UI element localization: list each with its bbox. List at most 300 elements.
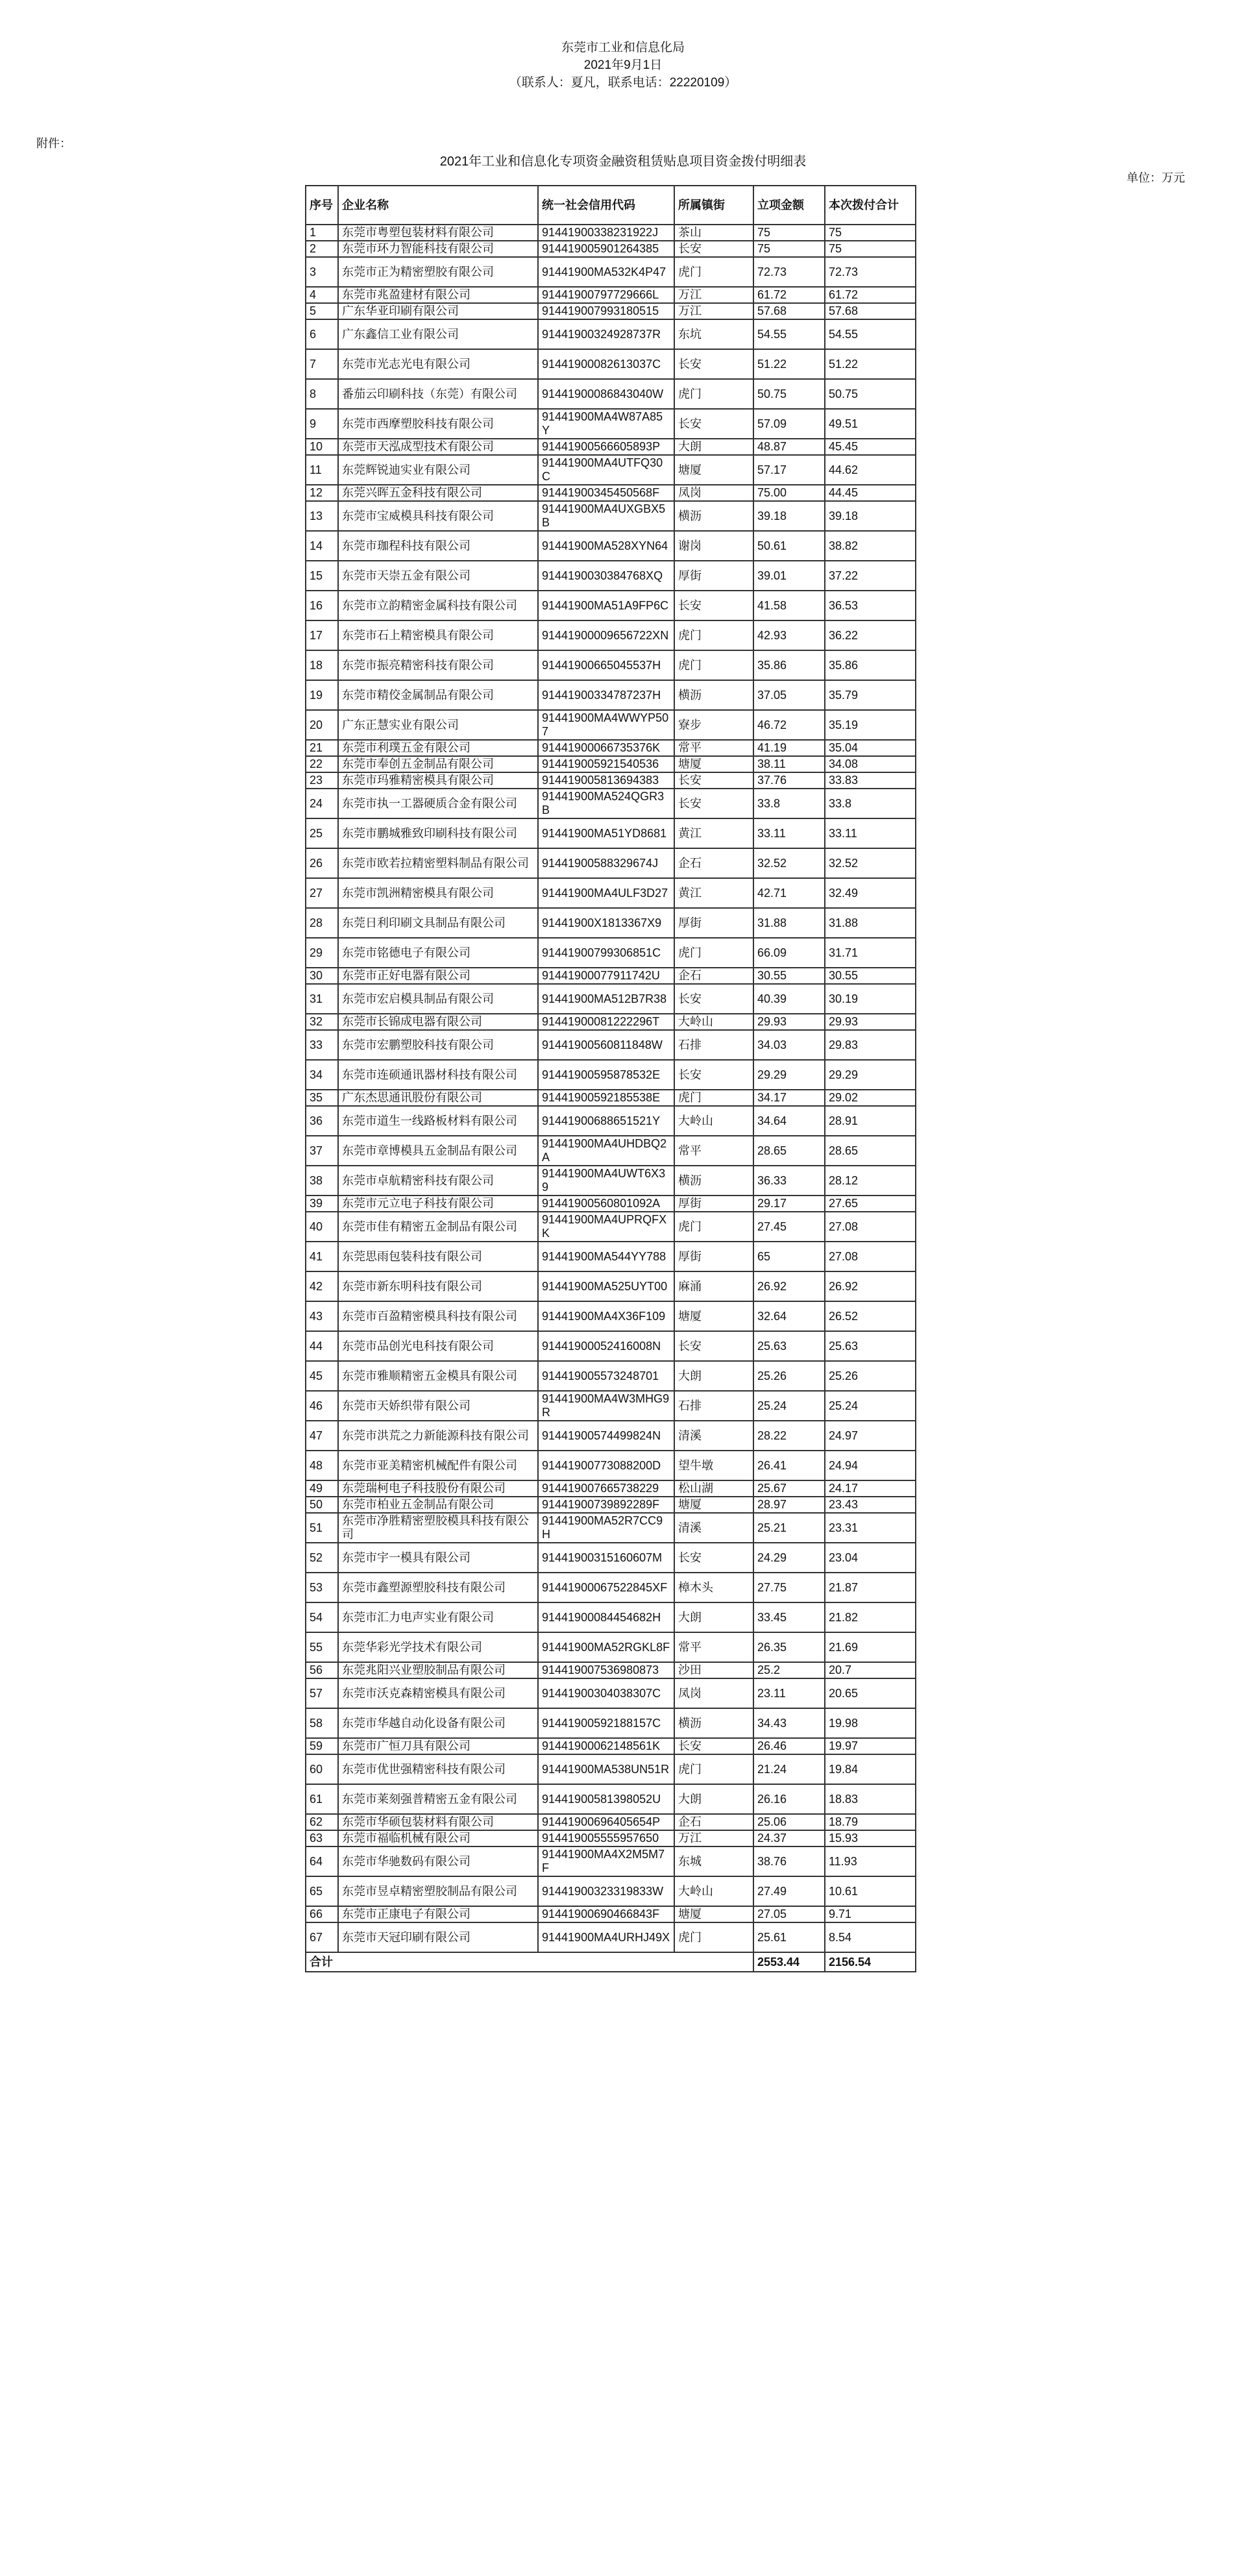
row-index: 31 (306, 984, 338, 1014)
approved-amount: 26.41 (753, 1451, 825, 1480)
credit-code: 91441900MA4WWYP507 (538, 710, 674, 740)
approved-amount: 35.86 (753, 650, 825, 680)
table-row (306, 1708, 916, 1738)
row-index: 58 (306, 1708, 338, 1738)
approved-amount: 42.93 (753, 620, 825, 650)
approved-amount: 25.2 (753, 1662, 825, 1678)
town: 常平 (674, 1136, 753, 1166)
approved-amount: 33.8 (753, 789, 825, 818)
row-index: 16 (306, 591, 338, 620)
company-name: 东莞市精佼金属制品有限公司 (338, 680, 538, 710)
approved-amount: 34.03 (753, 1030, 825, 1060)
approved-amount: 32.64 (753, 1301, 825, 1331)
table-row (306, 1136, 916, 1166)
town: 虎门 (674, 1922, 753, 1952)
credit-code: 91441900739892289F (538, 1497, 674, 1513)
town: 长安 (674, 1738, 753, 1754)
approved-amount: 75 (753, 225, 825, 241)
row-index: 32 (306, 1014, 338, 1030)
approved-amount: 25.61 (753, 1922, 825, 1952)
table-row (306, 1662, 916, 1678)
disbursed-amount: 27.65 (825, 1196, 916, 1212)
row-index: 53 (306, 1573, 338, 1602)
approved-amount: 29.17 (753, 1196, 825, 1212)
approved-amount: 28.65 (753, 1136, 825, 1166)
disbursed-amount: 36.53 (825, 591, 916, 620)
disbursed-amount: 19.98 (825, 1708, 916, 1738)
credit-code: 91441900595878532E (538, 1060, 674, 1090)
row-index: 25 (306, 818, 338, 848)
disbursed-amount: 33.11 (825, 818, 916, 848)
disbursed-amount: 29.83 (825, 1030, 916, 1060)
company-name: 东莞市珈程科技有限公司 (338, 531, 538, 561)
disbursed-amount: 35.04 (825, 740, 916, 756)
row-index: 46 (306, 1391, 338, 1421)
approved-amount: 33.11 (753, 818, 825, 848)
table-row (306, 349, 916, 379)
table-row (306, 1421, 916, 1451)
credit-code: 91441900MA52R7CC9H (538, 1513, 674, 1543)
disbursed-amount: 44.45 (825, 485, 916, 501)
table-row (306, 1196, 916, 1212)
disbursed-amount: 29.29 (825, 1060, 916, 1090)
approved-amount: 37.05 (753, 680, 825, 710)
credit-code: 91441900797729666L (538, 287, 674, 303)
approved-amount: 42.71 (753, 878, 825, 908)
company-name: 东莞市天泓成型技术有限公司 (338, 439, 538, 455)
approved-amount: 25.21 (753, 1513, 825, 1543)
company-name: 东莞市品创光电科技有限公司 (338, 1331, 538, 1361)
company-name: 东莞日利印刷文具制品有限公司 (338, 908, 538, 938)
disbursed-amount: 25.24 (825, 1391, 916, 1421)
table-row (306, 379, 916, 409)
disbursed-amount: 28.65 (825, 1136, 916, 1166)
credit-code: 91441900009656722XN (538, 620, 674, 650)
approved-amount: 57.68 (753, 303, 825, 319)
disbursed-amount: 54.55 (825, 319, 916, 349)
town: 虎门 (674, 650, 753, 680)
row-index: 14 (306, 531, 338, 561)
company-name: 东莞市玛雅精密模具有限公司 (338, 772, 538, 789)
town: 虎门 (674, 620, 753, 650)
disbursed-amount: 57.68 (825, 303, 916, 319)
table-row (306, 561, 916, 591)
credit-code: 91441900560811848W (538, 1030, 674, 1060)
company-name: 东莞市宏启模具制品有限公司 (338, 984, 538, 1014)
table-row (306, 1166, 916, 1196)
company-name: 东莞思雨包装科技有限公司 (338, 1242, 538, 1271)
approved-amount: 36.33 (753, 1166, 825, 1196)
approved-amount: 65 (753, 1242, 825, 1271)
company-name: 东莞市莱刻强普精密五金有限公司 (338, 1784, 538, 1814)
row-index: 54 (306, 1602, 338, 1632)
approved-amount: 26.92 (753, 1271, 825, 1301)
town: 谢岗 (674, 531, 753, 561)
town: 松山湖 (674, 1480, 753, 1497)
company-name: 东莞市元立电子科技有限公司 (338, 1196, 538, 1212)
town: 沙田 (674, 1662, 753, 1678)
company-name: 东莞市雅顺精密五金模具有限公司 (338, 1361, 538, 1391)
table-row (306, 1573, 916, 1602)
disbursed-amount: 24.97 (825, 1421, 916, 1451)
credit-code: 91441900MA525UYT00 (538, 1271, 674, 1301)
credit-code: 91441900592185538E (538, 1090, 674, 1106)
row-index: 23 (306, 772, 338, 789)
credit-code: 914419007665738229 (538, 1480, 674, 1497)
table-row (306, 225, 916, 241)
col-header-town: 所属镇街 (674, 186, 753, 225)
company-name: 东莞市昱卓精密塑胶制品有限公司 (338, 1876, 538, 1906)
credit-code: 91441900MA524QGR3B (538, 789, 674, 818)
company-name: 东莞市执一工器硬质合金有限公司 (338, 789, 538, 818)
credit-code: 91441900077911742U (538, 968, 674, 984)
company-name: 东莞市石上精密模具有限公司 (338, 620, 538, 650)
company-name: 东莞市优世强精密科技有限公司 (338, 1754, 538, 1784)
row-index: 11 (306, 455, 338, 485)
credit-code: 91441900560801092A (538, 1196, 674, 1212)
disbursed-amount: 27.08 (825, 1212, 916, 1242)
row-index: 67 (306, 1922, 338, 1952)
company-name: 东莞市汇力电声实业有限公司 (338, 1602, 538, 1632)
row-index: 66 (306, 1906, 338, 1922)
company-name: 东莞市粤塑包装材料有限公司 (338, 225, 538, 241)
approved-amount: 50.75 (753, 379, 825, 409)
company-name: 东莞辉锐迪实业有限公司 (338, 455, 538, 485)
row-index: 24 (306, 789, 338, 818)
company-name: 东莞市兆盈建材有限公司 (338, 287, 538, 303)
row-index: 34 (306, 1060, 338, 1090)
company-name: 东莞市正康电子有限公司 (338, 1906, 538, 1922)
table-row (306, 1814, 916, 1830)
disbursed-amount: 36.22 (825, 620, 916, 650)
issuing-org: 东莞市工业和信息化局 (561, 41, 685, 55)
company-name: 东莞市立韵精密金属科技有限公司 (338, 591, 538, 620)
company-name: 东莞市华硕包装材料有限公司 (338, 1814, 538, 1830)
disbursed-amount: 33.83 (825, 772, 916, 789)
table-row (306, 1361, 916, 1391)
approved-amount: 39.01 (753, 561, 825, 591)
row-index: 56 (306, 1662, 338, 1678)
document-header (0, 39, 1246, 92)
credit-code: 91441900MA4X36F109 (538, 1301, 674, 1331)
town: 塘厦 (674, 1497, 753, 1513)
disbursed-amount: 37.22 (825, 561, 916, 591)
row-index: 43 (306, 1301, 338, 1331)
town: 麻涌 (674, 1271, 753, 1301)
credit-code: 9144190030384768XQ (538, 561, 674, 591)
disbursed-amount: 35.19 (825, 710, 916, 740)
col-header-disbursed: 本次拨付合计 (825, 186, 916, 225)
credit-code: 91441900067522845XF (538, 1573, 674, 1602)
approved-amount: 25.63 (753, 1331, 825, 1361)
company-name: 东莞瑞柯电子科技股份有限公司 (338, 1480, 538, 1497)
disbursed-amount: 15.93 (825, 1830, 916, 1846)
credit-code: 91441900688651521Y (538, 1106, 674, 1136)
table-row (306, 938, 916, 968)
row-index: 1 (306, 225, 338, 241)
table-row (306, 908, 916, 938)
table-row (306, 257, 916, 287)
disbursed-amount: 45.45 (825, 439, 916, 455)
town: 厚街 (674, 1196, 753, 1212)
row-index: 59 (306, 1738, 338, 1754)
town: 虎门 (674, 379, 753, 409)
approved-amount: 54.55 (753, 319, 825, 349)
row-index: 13 (306, 501, 338, 531)
table-row (306, 848, 916, 878)
row-index: 5 (306, 303, 338, 319)
credit-code: 91441900066735376K (538, 740, 674, 756)
town: 大岭山 (674, 1106, 753, 1136)
table-row (306, 241, 916, 257)
town: 横沥 (674, 501, 753, 531)
table-row (306, 1242, 916, 1271)
row-index: 26 (306, 848, 338, 878)
company-name: 东莞市新东明科技有限公司 (338, 1271, 538, 1301)
credit-code: 91441900MA4UWT6X39 (538, 1166, 674, 1196)
town: 长安 (674, 772, 753, 789)
town: 常平 (674, 1632, 753, 1662)
town: 长安 (674, 789, 753, 818)
disbursed-amount: 24.17 (825, 1480, 916, 1497)
company-name: 东莞市正为精密塑胶有限公司 (338, 257, 538, 287)
row-index: 33 (306, 1030, 338, 1060)
company-name: 东莞市正好电器有限公司 (338, 968, 538, 984)
approved-amount: 57.17 (753, 455, 825, 485)
approved-amount: 34.17 (753, 1090, 825, 1106)
disbursed-amount: 25.26 (825, 1361, 916, 1391)
town: 长安 (674, 241, 753, 257)
credit-code: 91441900MA528XYN64 (538, 531, 674, 561)
row-index: 60 (306, 1754, 338, 1784)
approved-amount: 26.46 (753, 1738, 825, 1754)
disbursed-amount: 35.86 (825, 650, 916, 680)
credit-code: 91441900566605893P (538, 439, 674, 455)
table-row (306, 439, 916, 455)
approved-amount: 51.22 (753, 349, 825, 379)
disbursed-amount: 19.97 (825, 1738, 916, 1754)
town: 塘厦 (674, 455, 753, 485)
credit-code: 914419007993180515 (538, 303, 674, 319)
disbursed-amount: 28.12 (825, 1166, 916, 1196)
company-name: 东莞兆阳兴业塑胶制品有限公司 (338, 1662, 538, 1678)
approved-amount: 33.45 (753, 1602, 825, 1632)
town: 长安 (674, 984, 753, 1014)
table-row (306, 531, 916, 561)
approved-amount: 61.72 (753, 287, 825, 303)
row-index: 27 (306, 878, 338, 908)
table-row (306, 1451, 916, 1480)
table-row (306, 1922, 916, 1952)
row-index: 39 (306, 1196, 338, 1212)
town: 东坑 (674, 319, 753, 349)
approved-amount: 75.00 (753, 485, 825, 501)
disbursed-amount: 30.19 (825, 984, 916, 1014)
credit-code: 91441900MA4ULF3D27 (538, 878, 674, 908)
approved-amount: 40.39 (753, 984, 825, 1014)
company-name: 东莞市欧若拉精密塑料制品有限公司 (338, 848, 538, 878)
disbursed-amount: 32.49 (825, 878, 916, 908)
disbursed-amount: 26.52 (825, 1301, 916, 1331)
table-row (306, 1301, 916, 1331)
row-index: 20 (306, 710, 338, 740)
approved-amount: 30.55 (753, 968, 825, 984)
town: 清溪 (674, 1513, 753, 1543)
company-name: 东莞市佳有精密五金制品有限公司 (338, 1212, 538, 1242)
credit-code: 91441900588329674J (538, 848, 674, 878)
approved-amount: 23.11 (753, 1678, 825, 1708)
table-row (306, 984, 916, 1014)
row-index: 44 (306, 1331, 338, 1361)
row-index: 3 (306, 257, 338, 287)
row-index: 38 (306, 1166, 338, 1196)
town: 大朗 (674, 1361, 753, 1391)
credit-code: 914419005813694383 (538, 772, 674, 789)
credit-code: 914419007536980873 (538, 1662, 674, 1678)
row-index: 22 (306, 756, 338, 772)
row-index: 55 (306, 1632, 338, 1662)
table-row (306, 650, 916, 680)
approved-amount: 39.18 (753, 501, 825, 531)
approved-amount: 28.22 (753, 1421, 825, 1451)
approved-amount: 28.97 (753, 1497, 825, 1513)
credit-code: 91441900086843040W (538, 379, 674, 409)
approved-amount: 25.24 (753, 1391, 825, 1421)
company-name: 广东杰思通讯股份有限公司 (338, 1090, 538, 1106)
row-index: 48 (306, 1451, 338, 1480)
disbursed-amount: 39.18 (825, 501, 916, 531)
town: 塘厦 (674, 1906, 753, 1922)
table-row (306, 485, 916, 501)
disbursed-amount: 24.94 (825, 1451, 916, 1480)
col-header-approved: 立项金额 (753, 186, 825, 225)
credit-code: 914419005555957650 (538, 1830, 674, 1846)
approved-amount: 37.76 (753, 772, 825, 789)
credit-code: 91441900MA4W3MHG9R (538, 1391, 674, 1421)
disbursed-amount: 23.43 (825, 1497, 916, 1513)
town: 长安 (674, 1060, 753, 1090)
company-name: 广东正慧实业有限公司 (338, 710, 538, 740)
town: 厚街 (674, 1242, 753, 1271)
approved-amount: 29.93 (753, 1014, 825, 1030)
table-row (306, 968, 916, 984)
row-index: 8 (306, 379, 338, 409)
company-name: 东莞市宏鹏塑胶科技有限公司 (338, 1030, 538, 1060)
credit-code: 91441900081222296T (538, 1014, 674, 1030)
town: 望牛墩 (674, 1451, 753, 1480)
approved-amount: 26.35 (753, 1632, 825, 1662)
town: 大岭山 (674, 1876, 753, 1906)
credit-code: 91441900062148561K (538, 1738, 674, 1754)
issue-date: 2021年9月1日 (583, 58, 663, 72)
disbursed-amount: 30.55 (825, 968, 916, 984)
table-row (306, 1497, 916, 1513)
approved-amount: 24.37 (753, 1830, 825, 1846)
table-row (306, 680, 916, 710)
credit-code: 91441900MA51YD8681 (538, 818, 674, 848)
town: 横沥 (674, 680, 753, 710)
disbursed-amount: 50.75 (825, 379, 916, 409)
credit-code: 91441900592188157C (538, 1708, 674, 1738)
approved-amount: 25.06 (753, 1814, 825, 1830)
table-row (306, 1014, 916, 1030)
disbursed-amount: 75 (825, 225, 916, 241)
credit-code: 91441900773088200D (538, 1451, 674, 1480)
row-index: 2 (306, 241, 338, 257)
credit-code: 91441900084454682H (538, 1602, 674, 1632)
town: 大岭山 (674, 1014, 753, 1030)
credit-code: 914419005573248701 (538, 1361, 674, 1391)
row-index: 45 (306, 1361, 338, 1391)
approved-amount: 24.29 (753, 1543, 825, 1573)
total-disbursed: 2156.54 (825, 1952, 916, 1972)
town: 黄江 (674, 818, 753, 848)
disbursed-amount: 72.73 (825, 257, 916, 287)
town: 清溪 (674, 1421, 753, 1451)
company-name: 东莞市百盈精密模具科技有限公司 (338, 1301, 538, 1331)
credit-code: 91441900MA4UHDBQ2A (538, 1136, 674, 1166)
table-title: 2021年工业和信息化专项资金融资租赁贴息项目资金拨付明细表 (439, 154, 807, 169)
company-name: 东莞市华越自动化设备有限公司 (338, 1708, 538, 1738)
credit-code: 914419005901264385 (538, 241, 674, 257)
row-index: 21 (306, 740, 338, 756)
company-name: 东莞市振亮精密科技有限公司 (338, 650, 538, 680)
credit-code: 91441900338231922J (538, 225, 674, 241)
town: 企石 (674, 968, 753, 984)
company-name: 东莞市光志光电有限公司 (338, 349, 538, 379)
row-index: 57 (306, 1678, 338, 1708)
approved-amount: 38.76 (753, 1846, 825, 1876)
approved-amount: 25.67 (753, 1480, 825, 1497)
row-index: 6 (306, 319, 338, 349)
town: 大朗 (674, 1602, 753, 1632)
company-name: 东莞市铭德电子有限公司 (338, 938, 538, 968)
approved-amount: 41.58 (753, 591, 825, 620)
disbursed-amount: 75 (825, 241, 916, 257)
table-row (306, 1331, 916, 1361)
credit-code: 91441900MA4URHJ49X (538, 1922, 674, 1952)
company-name: 东莞市宇一模具有限公司 (338, 1543, 538, 1573)
approved-amount: 31.88 (753, 908, 825, 938)
company-name: 东莞市凯洲精密模具有限公司 (338, 878, 538, 908)
credit-code: 91441900665045537H (538, 650, 674, 680)
town: 石排 (674, 1391, 753, 1421)
town: 虎门 (674, 1090, 753, 1106)
disbursed-amount: 31.88 (825, 908, 916, 938)
table-row (306, 1738, 916, 1754)
credit-code: 91441900581398052U (538, 1784, 674, 1814)
disbursed-amount: 23.31 (825, 1513, 916, 1543)
row-index: 28 (306, 908, 338, 938)
table-row (306, 1846, 916, 1876)
row-index: 37 (306, 1136, 338, 1166)
credit-code: 91441900MA4UPRQFXK (538, 1212, 674, 1242)
town: 横沥 (674, 1708, 753, 1738)
col-header-company: 企业名称 (338, 186, 538, 225)
town: 长安 (674, 1331, 753, 1361)
disbursed-amount: 27.08 (825, 1242, 916, 1271)
company-name: 东莞市道生一线路板材料有限公司 (338, 1106, 538, 1136)
approved-amount: 32.52 (753, 848, 825, 878)
company-name: 东莞市西摩塑胶科技有限公司 (338, 409, 538, 439)
row-index: 63 (306, 1830, 338, 1846)
row-index: 49 (306, 1480, 338, 1497)
credit-code: 91441900323319833W (538, 1876, 674, 1906)
company-name: 东莞市奉创五金制品有限公司 (338, 756, 538, 772)
approved-amount: 27.75 (753, 1573, 825, 1602)
row-index: 36 (306, 1106, 338, 1136)
credit-code: 91441900304038307C (538, 1678, 674, 1708)
